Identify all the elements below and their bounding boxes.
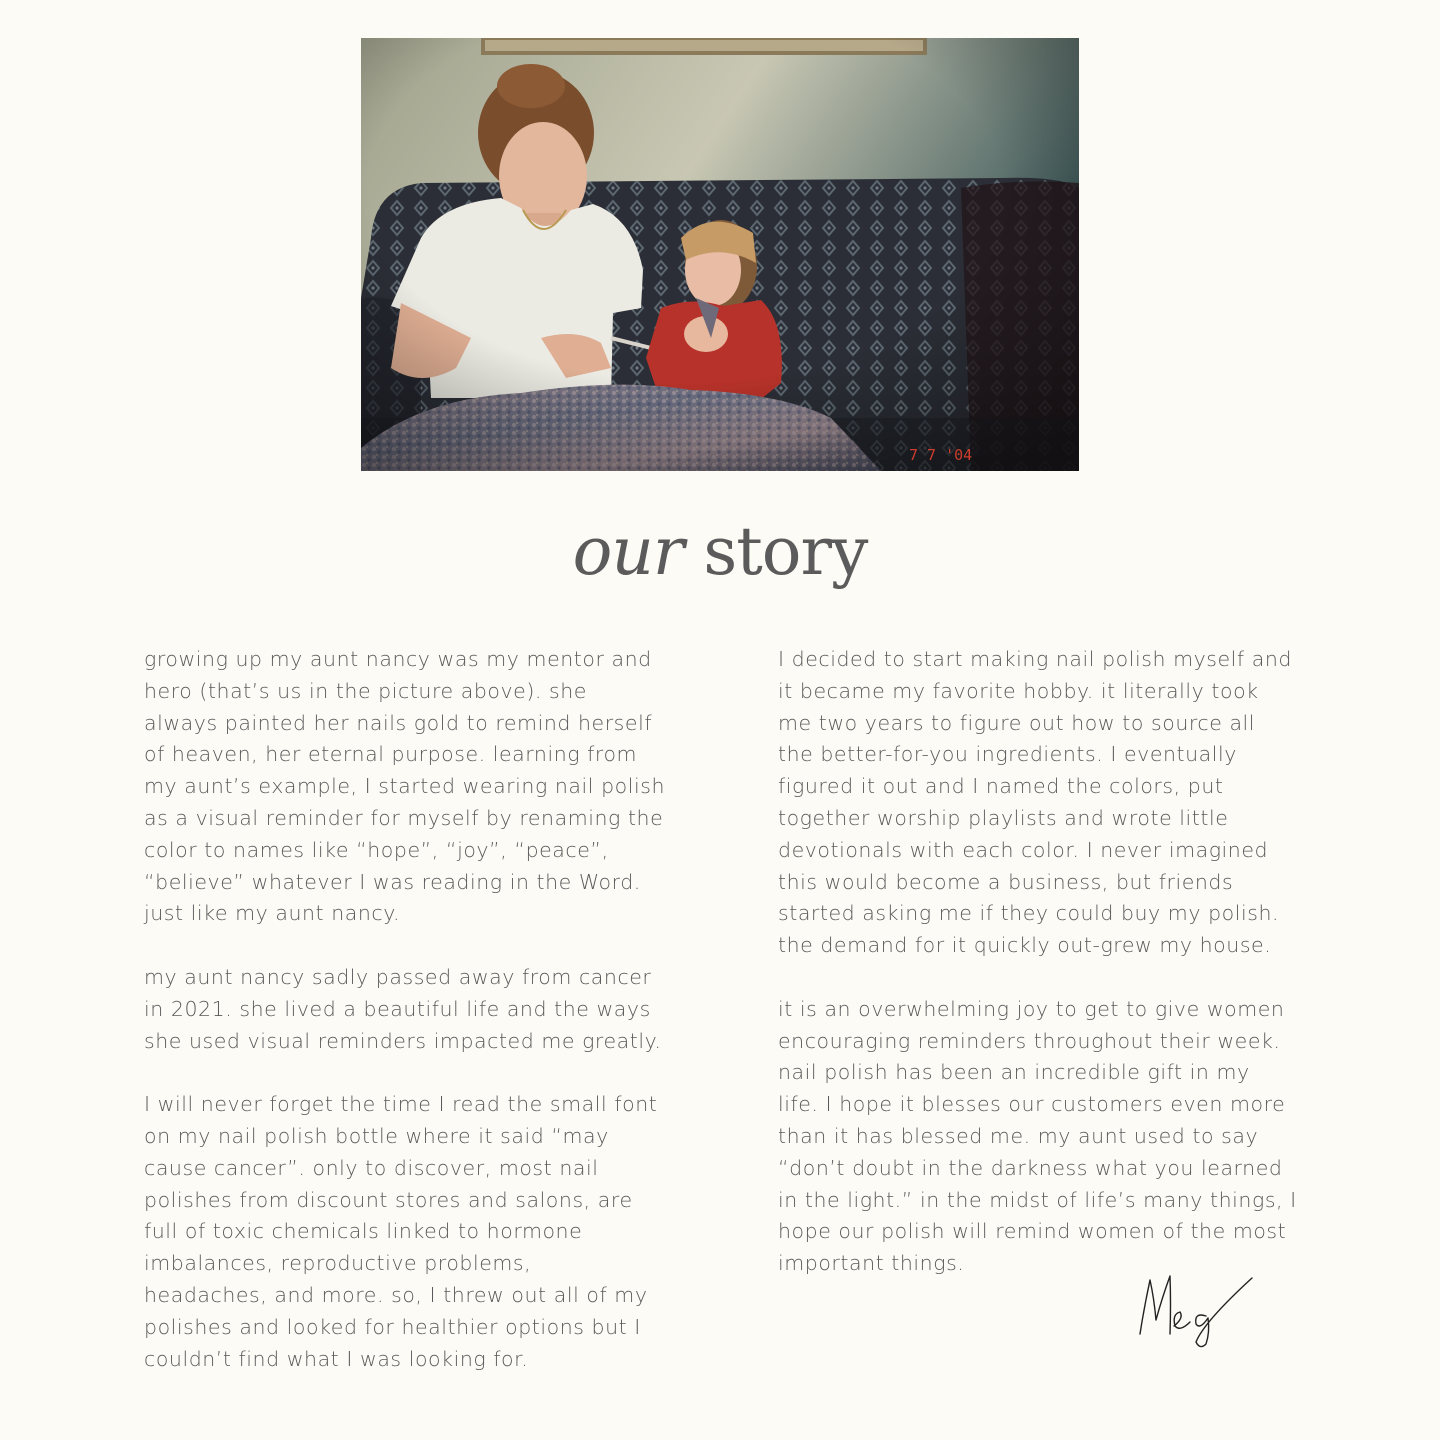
signature bbox=[1134, 1268, 1258, 1348]
right-column bbox=[778, 644, 1318, 1280]
paragraph: I decided to start making nail polish myself and it became my favorite hobby. it literally took me two years to figure out how to source all the better-for-you ingredients. I eventually figured it out and I named the colors, put together worship playlists and wrote little devotionals with each color. I never imagined this would become a business, but friends started asking me if they could buy my polish. the demand for it quickly out-grew my house. bbox=[778, 647, 1292, 958]
photo-date-stamp: 7 7 '04 bbox=[909, 446, 973, 464]
paragraph: my aunt nancy sadly passed away from cancer in 2021. she lived a beautiful life and the ways she used visual reminders impacted me greatly. bbox=[144, 964, 662, 1053]
title-italic-word: our bbox=[572, 513, 684, 590]
title-word: story bbox=[703, 513, 868, 590]
page-title bbox=[0, 512, 1440, 592]
left-column bbox=[144, 644, 684, 1375]
paragraph: it is an overwhelming joy to get to give women encouraging reminders throughout their week. nail polish has been an incredible gift in my life. I hope it blesses our customers even more than it has blessed me. my aunt used to say “don’t doubt in the darkness what you learned in the light.” in the midst of life’s many things, I hope our polish will remind women of the most important things. bbox=[778, 996, 1297, 1276]
family-photo bbox=[361, 38, 1079, 471]
paragraph: I will never forget the time I read the small font on my nail polish bottle where it said “may cause cancer”. only to discover, most nail polishes from discount stores and salons, are full of toxic chemicals linked to hormone imbalances, reproductive problems, headaches, and more. so, I threw out all of my polishes and looked for healthier options but I couldn’t find what I was looking for. bbox=[144, 1092, 658, 1371]
paragraph: growing up my aunt nancy was my mentor and hero (that’s us in the picture above). she always painted her nails gold to remind herself of heaven, her eternal purpose. learning from my aunt’s example, I started wearing nail polish as a visual reminder for myself by renaming the color to names like “hope”, “joy”, “peace”, “believe” whatever I was reading in the Word. just like my aunt nancy. bbox=[144, 647, 665, 926]
